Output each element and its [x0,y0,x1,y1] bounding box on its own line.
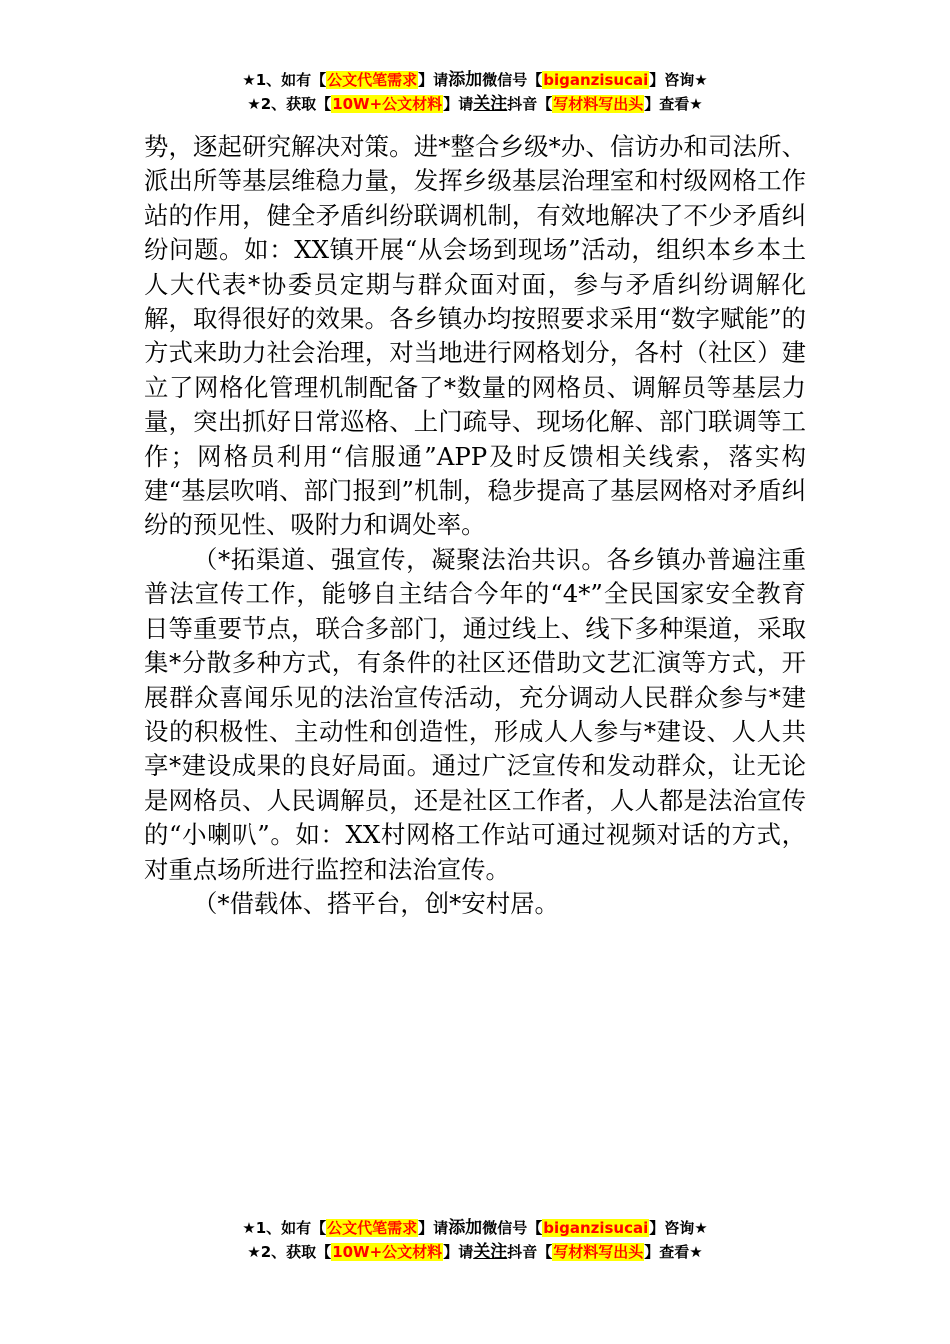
promo-line-2 [0,1240,950,1264]
promo-text: 】请 [418,71,449,89]
promo-text: 】请 [418,1219,449,1237]
promo-text: 微信号【 [482,71,543,89]
paragraph-platform-heading: （*借载体、搭平台，创*安村居。 [193,888,559,918]
promo-text: 抖音【 [507,95,553,113]
promo-text: 关注 [473,94,508,114]
wechat-id-highlight: biganzisucai [543,71,649,89]
footer-promo-banner [0,1216,950,1264]
promo-line-1 [0,68,950,92]
promo-text: ★1、如有【 [242,1219,327,1237]
promo-text: 】查看★ [644,95,703,113]
promo-text: ★1、如有【 [242,71,327,89]
promo-text: 关注 [473,1242,508,1262]
promo-text: 】查看★ [644,1243,703,1261]
promo-text: 抖音【 [507,1243,553,1261]
promo-text: 添加 [448,70,483,90]
header-promo-banner [0,68,950,116]
promo-text: 】请 [443,1243,474,1261]
douyin-id-highlight: 写材料写出头 [553,95,644,113]
promo-highlight: 公文代笔需求 [327,1219,418,1237]
douyin-id-highlight: 写材料写出头 [553,1243,644,1261]
promo-line-2 [0,92,950,116]
promo-text: 】请 [443,95,474,113]
promo-highlight: 公文代笔需求 [327,71,418,89]
paragraph-continued: 势，逐起研究解决对策。进*整合乡级*办、信访办和司法所、派出所等基层维稳力量，发挥乡级基层治理室和村级网格工作站的作用，健全矛盾纠纷联调机制，有效地解决了不少矛盾纠纷问题。如：XX镇开展“从会场到现场”活动，组织本乡本土人大代表*协委员定期与群众面对面，参与矛盾纠纷调解化解，取得很好的效果。各乡镇办均按照要求采用“数字赋能”的方式来助力社会治理，对当地进行网格划分，各村（社区）建立了网格化管理机制配备了*数量的网格员、调解员等基层力量，突出抓好日常巡格、上门疏导、现场化解、部门联调等工作；网格员利用“信服通”APP及时反馈相关线索，落实构建“基层吹哨、部门报到”机制，稳步提高了基层网格对矛盾纠纷的预见性、吸附力和调处率。 [144,132,806,540]
wechat-id-highlight: biganzisucai [543,1219,649,1237]
paragraph-publicity: （*拓渠道、强宣传，凝聚法治共识。各乡镇办普遍注重普法宣传工作，能够自主结合今年的“4*”全民国家安全教育日等重要节点，联合多部门，通过线上、线下多种渠道，采取集*分散多种方式，有条件的社区还借助文艺汇演等方式，开展群众喜闻乐见的法治宣传活动，充分调动人民群众参与*建设的积极性、主动性和创造性，形成人人参与*建设、人人共享*建设成果的良好局面。通过广泛宣传和发动群众，让无论是网格员、人民调解员，还是社区工作者，人人都是法治宣传的“小喇叭”。如：XX村网格工作站可通过视频对话的方式，对重点场所进行监控和法治宣传。 [144,544,806,884]
promo-text: ★2、获取【 [247,95,332,113]
document-body [144,130,806,921]
promo-text: 添加 [448,1218,483,1238]
promo-text: 】咨询★ [649,71,708,89]
promo-text: 微信号【 [482,1219,543,1237]
promo-text: ★2、获取【 [247,1243,332,1261]
promo-text: 】咨询★ [649,1219,708,1237]
promo-highlight: 10W+公文材料 [332,95,443,113]
promo-highlight: 10W+公文材料 [332,1243,443,1261]
promo-line-1 [0,1216,950,1240]
